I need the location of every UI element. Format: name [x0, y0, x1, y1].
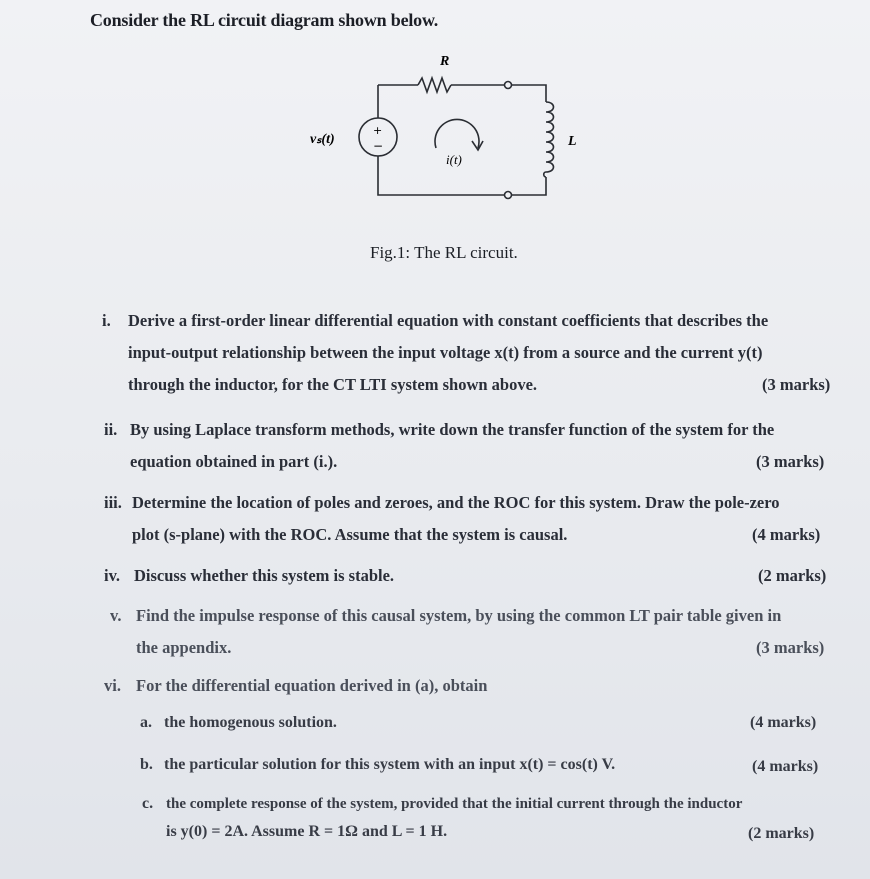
resistor-symbol — [418, 78, 451, 92]
question-line: For the differential equation derived in (a), obtain — [136, 676, 488, 695]
subpart-number: b. — [140, 756, 153, 773]
question-line: Derive a first-order linear differential equation with constant coefficients that describes the — [128, 311, 769, 330]
question-line: By using Laplace transform methods, write down the transfer function of the system for the — [130, 420, 775, 439]
question-marks: (3 marks) — [756, 638, 825, 657]
label-it: i(t) — [446, 152, 462, 167]
question-marks: (2 marks) — [758, 566, 827, 585]
label-vs: vₛ(t) — [310, 132, 335, 147]
question-number: i. — [102, 311, 111, 330]
current-arrow-icon — [435, 119, 479, 148]
subpart-line: the complete response of the system, provided that the initial current through the inductor — [166, 796, 743, 812]
subpart-marks: (2 marks) — [748, 825, 815, 842]
intro-text: Consider the RL circuit diagram shown below. — [90, 10, 439, 30]
terminal-bottom — [505, 192, 512, 199]
question-number: v. — [110, 606, 122, 625]
inductor-symbol — [544, 102, 554, 177]
question-line: Find the impulse response of this causal system, by using the common LT pair table given in — [136, 606, 782, 625]
subpart-line: the particular solution for this system with an input x(t) = cos(t) V. — [164, 756, 616, 773]
question-line: input-output relationship between the input voltage x(t) from a source and the current y(t) — [128, 343, 763, 362]
question-marks: (3 marks) — [756, 452, 825, 471]
question-line: plot (s-plane) with the ROC. Assume that the system is causal. — [132, 525, 568, 544]
question-number: iv. — [104, 566, 121, 585]
figure-caption: Fig.1: The RL circuit. — [370, 243, 518, 262]
subpart-number: c. — [142, 795, 154, 812]
question-number: ii. — [104, 420, 118, 439]
question-marks: (4 marks) — [752, 525, 821, 544]
subpart-number: a. — [140, 714, 152, 731]
subpart-line: the homogenous solution. — [164, 714, 337, 731]
label-L: L — [568, 134, 577, 149]
source-minus-sign: − — [373, 139, 384, 153]
subpart-marks: (4 marks) — [752, 758, 819, 775]
question-line: equation obtained in part (i.). — [130, 452, 338, 471]
question-marks: (3 marks) — [762, 375, 831, 394]
question-line: through the inductor, for the CT LTI system shown above. — [128, 375, 538, 394]
question-number: vi. — [104, 676, 121, 695]
subpart-marks: (4 marks) — [750, 714, 817, 731]
terminal-top — [505, 82, 512, 89]
question-number: iii. — [104, 493, 122, 512]
label-R: R — [440, 54, 450, 69]
source-plus-sign: + — [373, 124, 383, 137]
question-line: Discuss whether this system is stable. — [134, 566, 395, 585]
subpart-line: is y(0) = 2A. Assume R = 1Ω and L = 1 H. — [166, 823, 448, 840]
question-line: the appendix. — [136, 638, 232, 657]
question-line: Determine the location of poles and zeroes, and the ROC for this system. Draw the pole-zero — [132, 493, 780, 512]
rl-circuit-diagram — [300, 40, 600, 230]
